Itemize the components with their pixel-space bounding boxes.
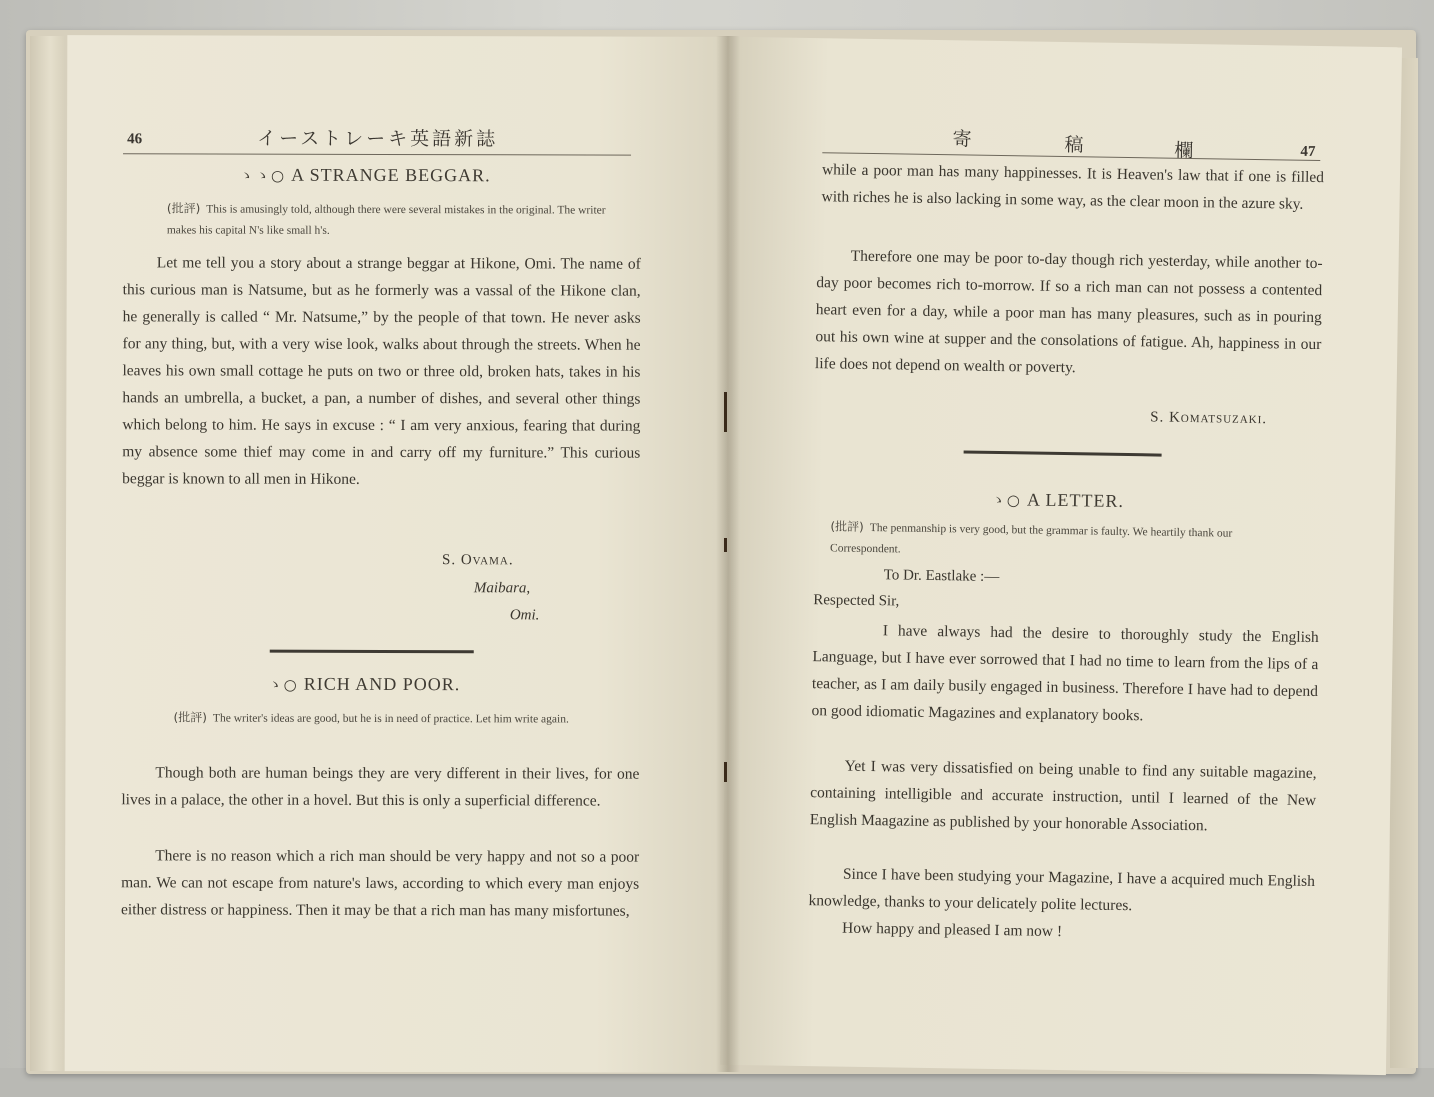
page-number-left: 46 xyxy=(127,131,143,148)
book-gutter xyxy=(716,36,740,1072)
body-rich-and-poor-4: Therefore one may be poor to-day though rich yesterday, while another to-day poor becomes rich to-morrow. If so a rich man can not possess a contented heart even for a day, while a poor man has many pleasures, such as in pouring out his own wine at supper and the consolations of fatigue. Ah, happiness in our life does not depend on wealth or poverty. xyxy=(814,247,1323,377)
right-page xyxy=(720,37,1402,1075)
binding-stitch xyxy=(724,392,727,432)
title-text: A LETTER. xyxy=(1026,489,1125,511)
page-number-right: 47 xyxy=(1300,143,1316,160)
section-separator xyxy=(964,450,1162,456)
critique-rich-and-poor xyxy=(174,707,614,730)
body-strange-beggar: Let me tell you a story about a strange beggar at Hikone, Omi. The name of this curious man is Natsume, but as he formerly was a vassal of the Hikone clan, he generally is called “ Mr. Natsume,” by the people of that town. He never asks for any thing, but, with a very wise look, walks about through the streets. When he leaves his own small cottage he puts on two or three old, broken hats, takes in his hands an umbrella, a bucket, a pan, a number of dishes, and several other things which belong to him. He says in excuse : “ I am very anxious, fearing that during my absence some thief may come in and carry off my furniture.” This curious beggar is known to all men in Hikone. xyxy=(122,254,641,488)
signature-komatsuzaki: S. Komatsuzaki. xyxy=(1150,409,1268,428)
title-text: RICH AND POOR. xyxy=(303,673,461,695)
article-title-a-letter xyxy=(991,489,1124,512)
running-head-right-1: 寄 xyxy=(952,128,975,151)
critique-text: This is amusingly told, although there were several mistakes in the original. The writer makes his capital N's like small h's. xyxy=(166,203,606,237)
section-mark: ゝ○ xyxy=(267,675,298,694)
critique-text: The penmanship is very good, but the grammar is faulty. We heartily thank our Correspondent. xyxy=(829,521,1233,556)
critique-tag: (批評) xyxy=(173,710,207,725)
running-head-right-3: 欄 xyxy=(1174,139,1197,163)
critique-a-letter xyxy=(830,516,1287,566)
letter-para-1: I have always had the desire to thoroughly study the English Language, but I have ever sorrowed that I had no time to learn from the lips of a teacher, as I am daily busily engaged in business. Therefore I have had to depend on good idiomatic Magazines and explanatory books. xyxy=(811,622,1319,725)
critique-text: The writer's ideas are good, but he is in need of practice. Let him write again. xyxy=(212,712,569,726)
body-rich-and-poor-2: There is no reason which a rich man should be very happy and not so a poor man. We can not escape from nature's laws, according to which every man enjoys either distress or happiness. Then it may be that a rich man has many misfortunes, xyxy=(121,847,640,920)
binding-stitch xyxy=(724,538,727,552)
article-title-rich-and-poor xyxy=(268,674,461,696)
body-rich-and-poor-1: Though both are human beings they are very different in their lives, for one lives in a palace, the other in a hovel. But this is only a superficial difference. xyxy=(121,764,640,810)
body-rich-and-poor-3: while a poor man has many happinesses. It is Heaven's law that if one is filled with riches he is also lacking in some way, as the clear moon in the azure sky. xyxy=(821,161,1325,213)
critique-tag: (批評) xyxy=(830,519,864,534)
critique-strange-beggar xyxy=(167,198,607,242)
section-separator xyxy=(270,650,474,654)
letter-para-2: Yet I was very dissatisfied on being unable to find any suitable magazine, containing intelligible and accurate instruction, until I learned of the New English Maagazine as published by your honorable Association. xyxy=(809,757,1317,835)
letter-para-3: Since I have been studying your Magazine, I have a acquired much English knowledge, thanks to your delicately polite lectures. xyxy=(808,865,1316,915)
salutation-to: To Dr. Eastlake :— xyxy=(883,567,1000,586)
title-text: A STRANGE BEGGAR. xyxy=(291,164,491,186)
binding-stitch xyxy=(724,762,727,782)
signature-place-omi: Omi. xyxy=(509,607,540,624)
salutation-respected: Respected Sir, xyxy=(813,592,900,610)
left-page xyxy=(65,35,732,1073)
critique-tag: (批評) xyxy=(166,201,201,216)
section-mark: ゝ○ xyxy=(990,490,1022,510)
article-title-strange-beggar xyxy=(239,165,491,187)
header-rule-left xyxy=(123,153,631,155)
running-head-right-2: 稿 xyxy=(1064,134,1087,157)
signature-place-maibara: Maibara, xyxy=(473,580,531,597)
signature-oyama: S. Ovama. xyxy=(441,552,514,569)
page-stack-left xyxy=(30,36,64,1071)
running-head-left: イーストレーキ英語新誌 xyxy=(257,127,499,151)
section-mark: ゝゝ○ xyxy=(238,166,286,185)
letter-para-4: How happy and pleased I am now ! xyxy=(841,919,1063,941)
